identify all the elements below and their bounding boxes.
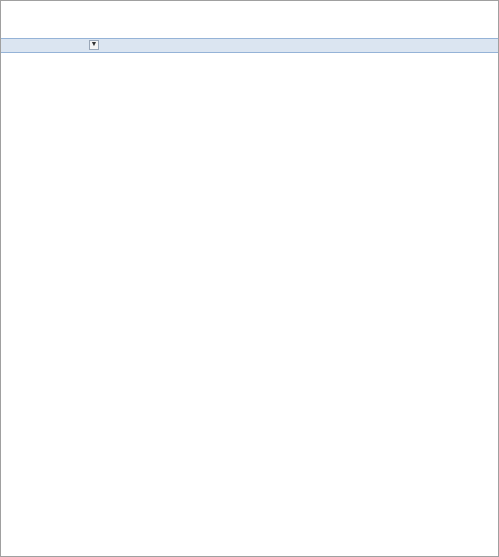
- row-labels-dropdown-icon[interactable]: ▼: [90, 41, 98, 48]
- row-labels-header: [1, 39, 101, 52]
- header-30d-avg-2: [285, 39, 389, 52]
- column-header-row: [1, 38, 498, 53]
- header-30d-avg: [187, 39, 285, 52]
- header-30d-avg-3: [389, 39, 495, 52]
- header-sum-sales: [101, 39, 187, 52]
